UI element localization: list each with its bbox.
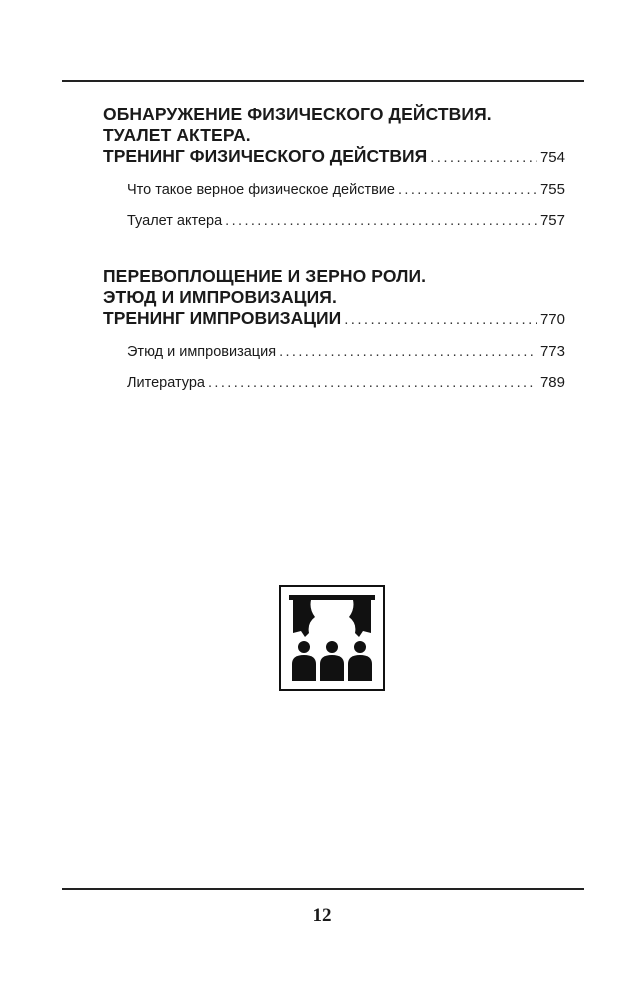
toc-section-heading-entry[interactable] [103,308,565,330]
section-heading-line: ПЕРЕВОПЛОЩЕНИЕ И ЗЕРНО РОЛИ. [103,266,427,286]
toc-entry-title: Туалет актера [127,213,223,229]
toc-entry[interactable] [127,181,565,199]
page-ref: 757 [539,212,565,229]
page-ref: 770 [539,311,565,328]
section-heading-line: ЭТЮД И ИМПРОВИЗАЦИЯ. [103,287,337,307]
page-ref: 773 [539,343,565,360]
toc-entry[interactable] [127,374,565,392]
section-heading-line: ТУАЛЕТ АКТЕРА. [103,125,251,145]
dot-leader [279,343,537,361]
section-heading-last-line: ТРЕНИНГ ИМПРОВИЗАЦИИ [103,308,342,328]
toc-section-2 [103,266,565,392]
toc-entry-title: Литература [127,375,205,391]
theater-curtain-audience-icon [279,585,385,691]
toc-entry[interactable] [127,212,565,230]
dot-leader [344,309,537,330]
dot-leader [430,147,537,168]
dot-leader [398,181,537,199]
toc-section-heading-entry[interactable] [103,146,565,168]
toc-section-1 [103,104,565,230]
dot-leader [225,212,537,230]
page-ref: 789 [539,374,565,391]
page-ref: 755 [539,181,565,198]
dot-leader [208,374,537,392]
toc-entry-title: Этюд и импровизация [127,344,277,360]
toc-entry-title: Что такое верное физическое действие [127,182,395,198]
toc-entry[interactable] [127,343,565,361]
page-ref: 754 [539,149,565,166]
top-rule [62,80,584,82]
page-number: 12 [312,905,332,926]
section-heading-line: ОБНАРУЖЕНИЕ ФИЗИЧЕСКОГО ДЕЙСТВИЯ. [103,104,492,124]
section-heading-last-line: ТРЕНИНГ ФИЗИЧЕСКОГО ДЕЙСТВИЯ [103,146,428,166]
bottom-rule [62,888,584,890]
